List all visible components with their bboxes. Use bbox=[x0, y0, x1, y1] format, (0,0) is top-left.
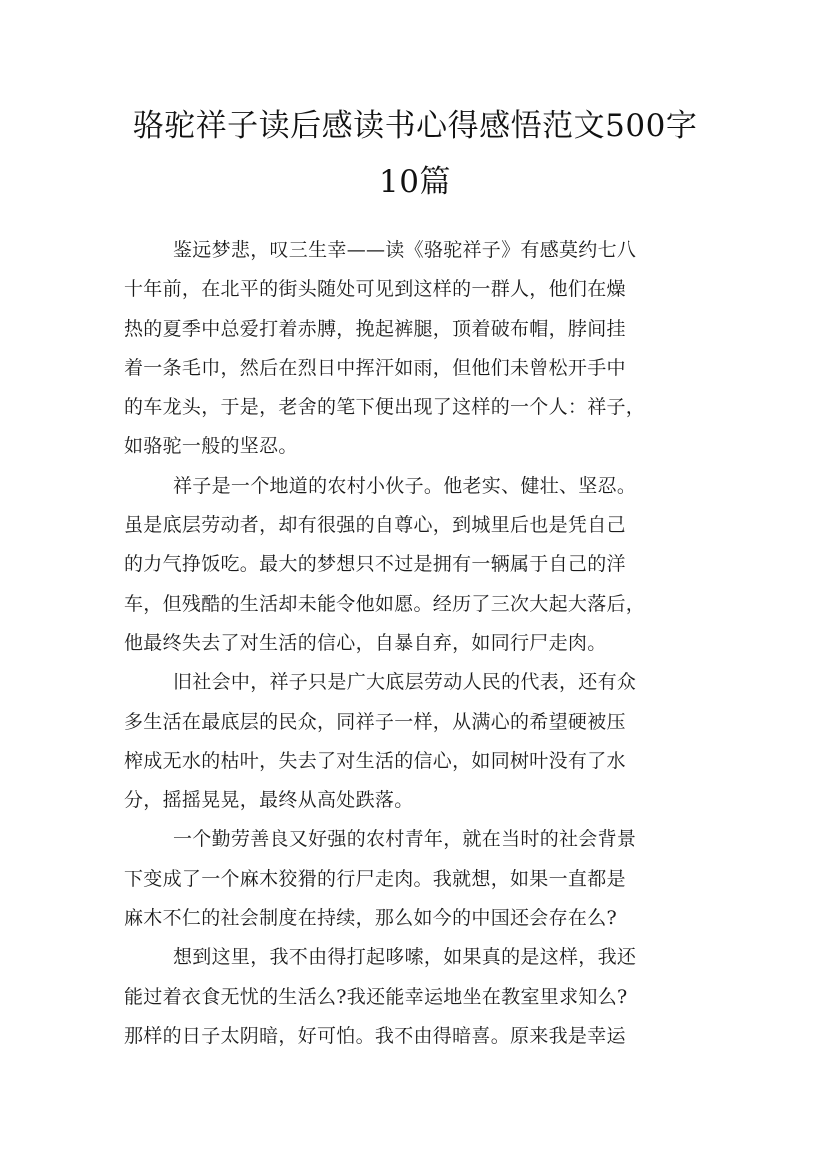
text-line: 下变成了一个麻木狡猾的行尸走肉。我就想，如果一直都是 bbox=[124, 867, 626, 890]
text-line: 多生活在最底层的民众，同祥子一样，从满心的希望硬被压 bbox=[124, 710, 626, 733]
text-line: 能过着衣食无忧的生活么?我还能幸运地坐在教室里求知么? bbox=[124, 985, 628, 1008]
text-line: 他最终失去了对生活的信心，自暴自弃，如同行尸走肉。 bbox=[124, 631, 607, 654]
text-line: 十年前，在北平的街头随处可见到这样的一群人，他们在燥 bbox=[124, 278, 626, 301]
paragraph-3 bbox=[124, 663, 714, 820]
text-line: 的力气挣饭吃。最大的梦想只不过是拥有一辆属于自己的洋 bbox=[124, 553, 626, 576]
document-title bbox=[100, 98, 730, 210]
paragraph-2 bbox=[124, 467, 714, 663]
title-line-2: 10篇 bbox=[379, 164, 451, 200]
text-line: 那样的日子太阴暗，好可怕。我不由得暗喜。原来我是幸运 bbox=[124, 1024, 626, 1047]
text-line: 祥子是一个地道的农村小伙子。他老实、健壮、坚忍。 bbox=[173, 474, 637, 497]
text-line: 麻木不仁的社会制度在持续，那么如今的中国还会存在么? bbox=[124, 907, 617, 930]
text-line: 的车龙头，于是，老舍的笔下便出现了这样的一个人：祥子， bbox=[124, 396, 646, 419]
text-line: 着一条毛巾，然后在烈日中挥汗如雨，但他们未曾松开手中 bbox=[124, 356, 626, 379]
text-line: 鉴远梦悲，叹三生幸——读《骆驼祥子》有感莫约七八 bbox=[173, 239, 637, 261]
text-line: 虽是底层劳动者，却有很强的自尊心，到城里后也是凭自己 bbox=[124, 514, 626, 537]
text-line: 想到这里，我不由得打起哆嗦，如果真的是这样，我还 bbox=[173, 946, 637, 969]
paragraph-4 bbox=[124, 820, 714, 938]
paragraph-5 bbox=[124, 938, 714, 1056]
text-line: 分，摇摇晃晃，最终从高处跌落。 bbox=[124, 789, 414, 812]
text-line: 热的夏季中总爱打着赤膊，挽起裤腿，顶着破布帽，脖间挂 bbox=[124, 317, 626, 340]
text-line: 如骆驼一般的坚忍。 bbox=[124, 435, 298, 458]
text-line: 榨成无水的枯叶，失去了对生活的信心，如同树叶没有了水 bbox=[124, 749, 626, 772]
title-line-1: 骆驼祥子读后感读书心得感悟范文500字 bbox=[132, 108, 698, 144]
text-line: 一个勤劳善良又好强的农村青年，就在当时的社会背景 bbox=[173, 828, 637, 851]
document-body bbox=[124, 231, 714, 1056]
text-line: 旧社会中，祥子只是广大底层劳动人民的代表，还有众 bbox=[173, 671, 637, 694]
paragraph-1 bbox=[124, 231, 714, 467]
text-line: 车，但残酷的生活却未能令他如愿。经历了三次大起大落后， bbox=[124, 592, 646, 615]
